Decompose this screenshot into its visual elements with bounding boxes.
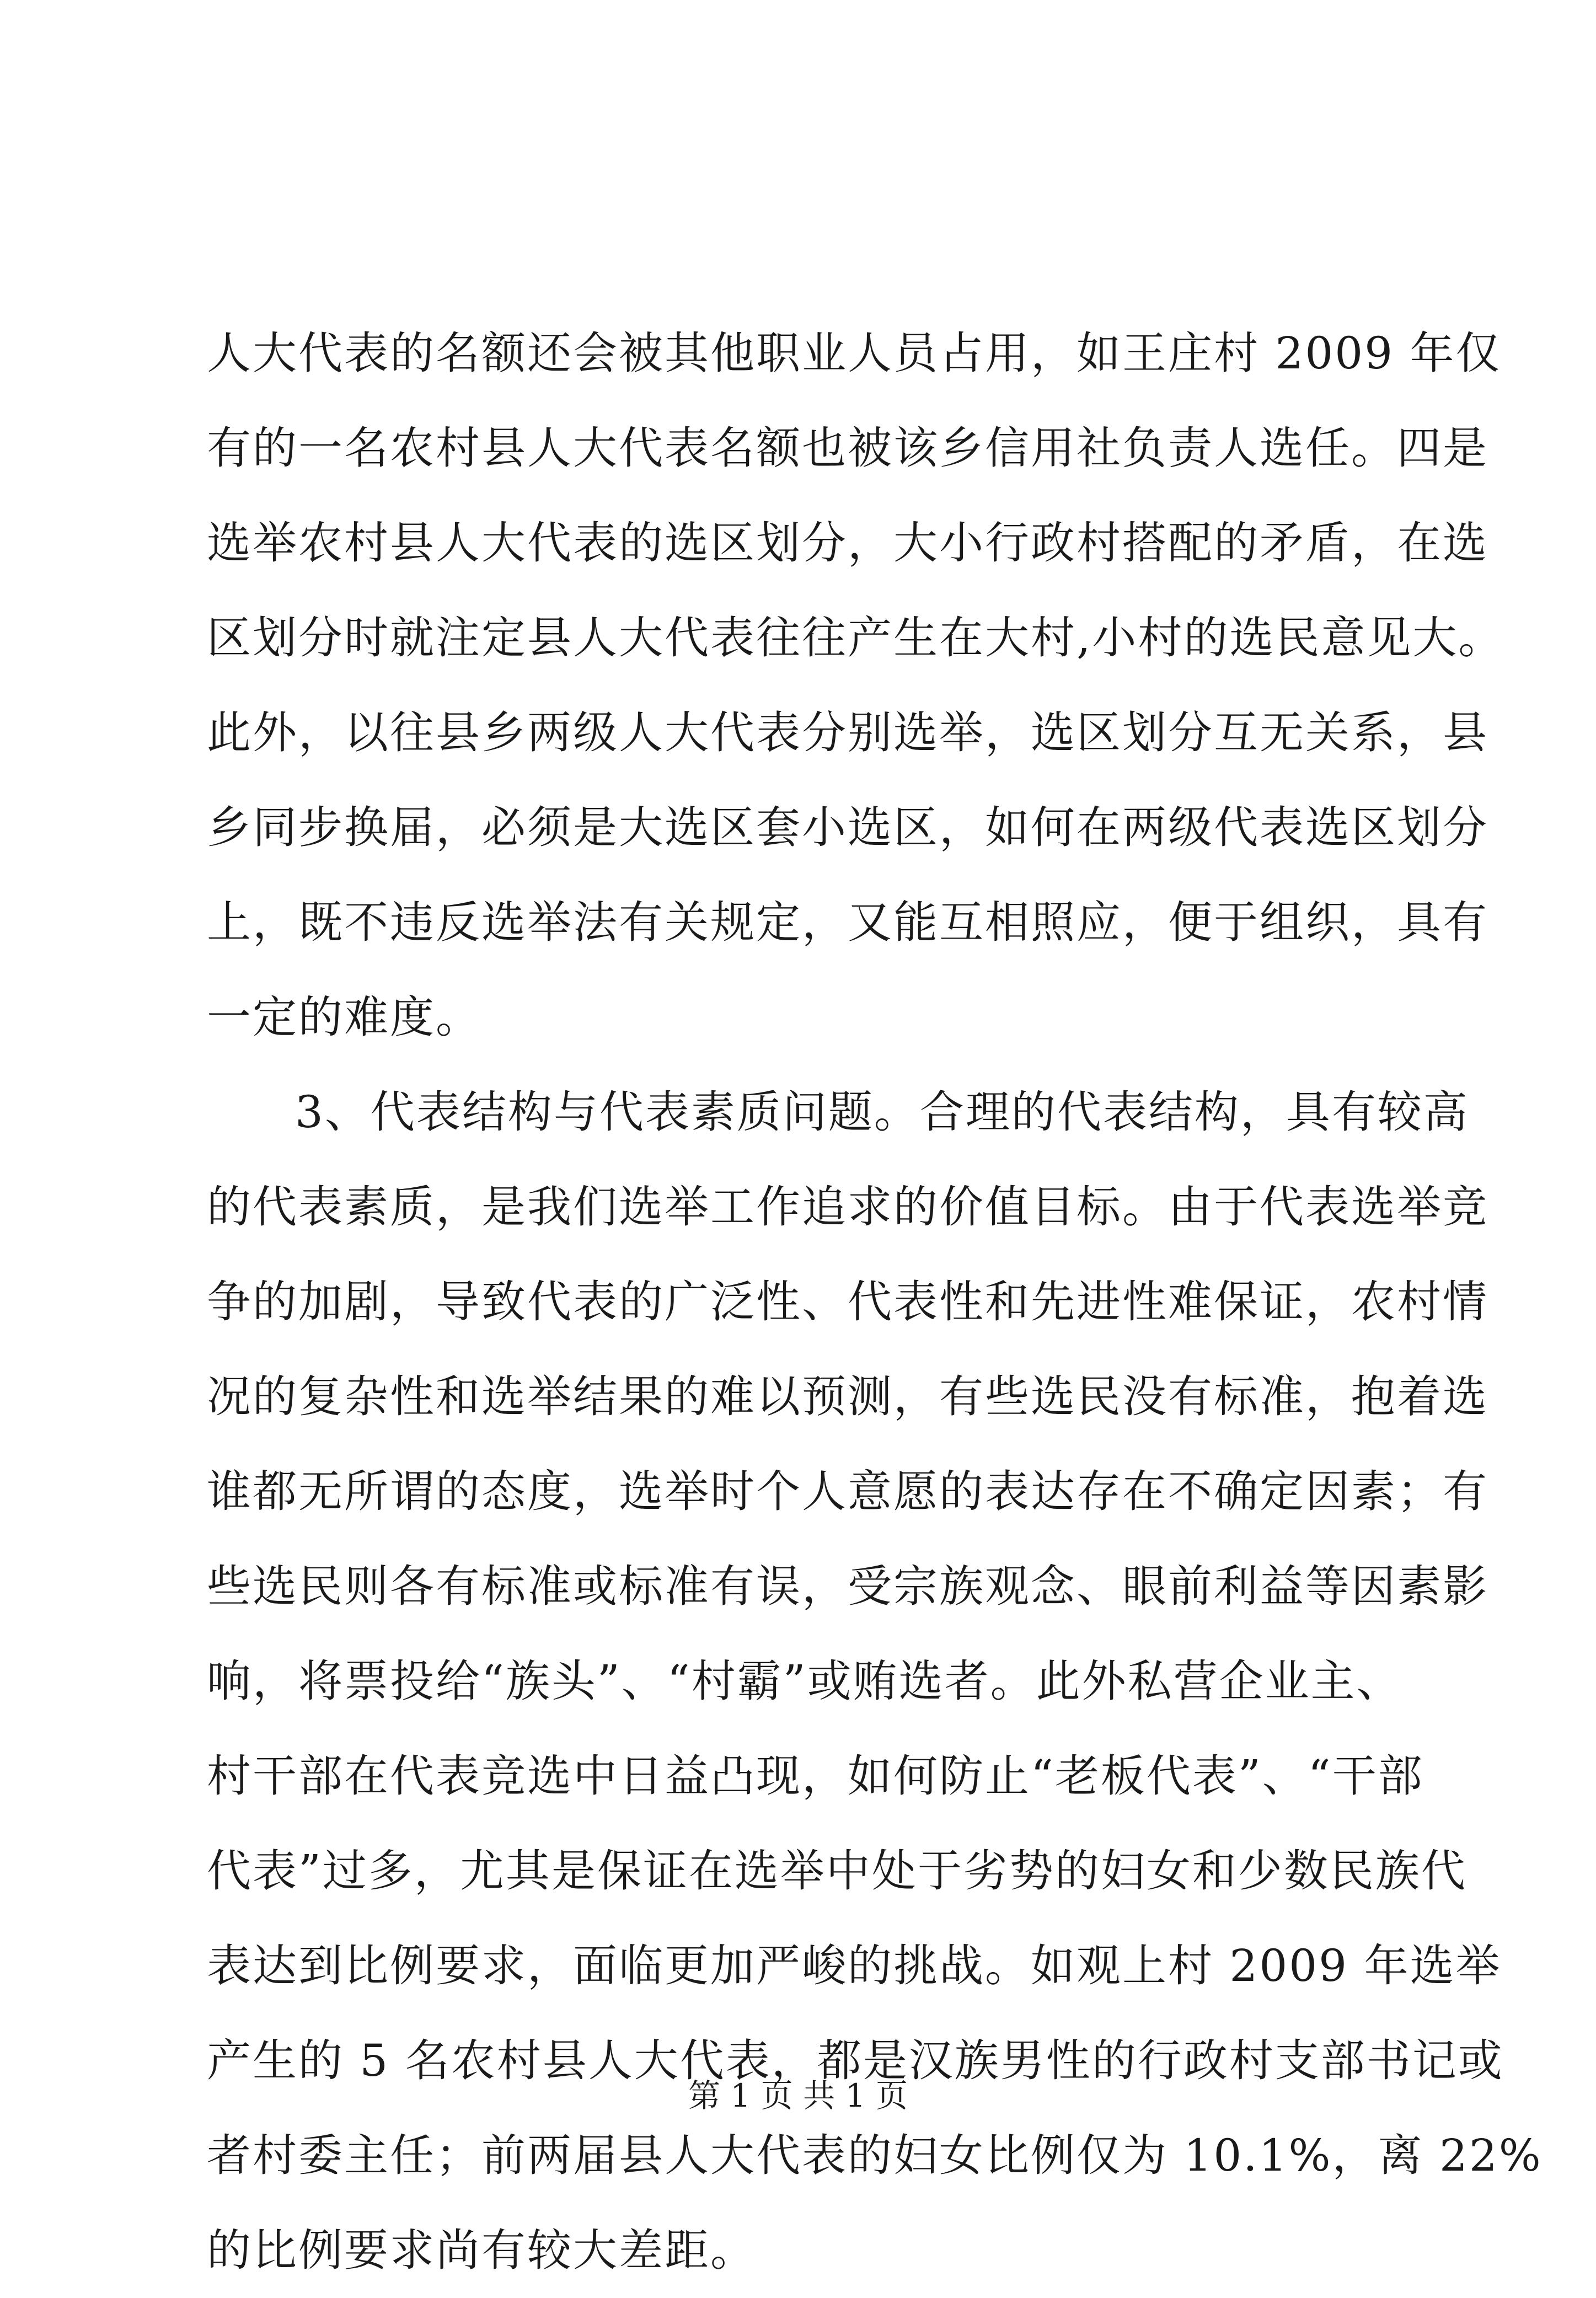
text-line: 区划分时就注定县人大代表往往产生在大村,小村的选民意见大。 bbox=[207, 612, 1504, 663]
text-line: 乡同步换届，必须是大选区套小选区，如何在两级代表选区划分 bbox=[207, 802, 1488, 853]
document-body bbox=[207, 306, 1543, 2298]
paragraph-start-line: 3、代表结构与代表素质问题。合理的代表结构，具有较高 bbox=[295, 1086, 1469, 1138]
text-line: 表达到比例要求，面临更加严峻的挑战。如观上村 2009 年选举 bbox=[207, 1940, 1502, 1991]
text-line: 上，既不违反选举法有关规定，又能互相照应，便于组织，具有 bbox=[207, 897, 1488, 948]
text-line: 些选民则各有标准或标准有误，受宗族观念、眼前利益等因素影 bbox=[207, 1561, 1488, 1612]
text-line: 产生的 5 名农村县人大代表，都是汉族男性的行政村支部书记或 bbox=[207, 2035, 1504, 2086]
text-line: 谁都无所谓的态度，选举时个人意愿的表达存在不确定因素；有 bbox=[207, 1466, 1488, 1517]
text-line: 的比例要求尚有较大差距。 bbox=[207, 2225, 756, 2276]
text-line: 的代表素质，是我们选举工作追求的价值目标。由于代表选举竞 bbox=[207, 1181, 1488, 1233]
text-line: 况的复杂性和选举结果的难以预测，有些选民没有标准，抱着选 bbox=[207, 1371, 1488, 1422]
text-line: 此外，以往县乡两级人大代表分别选举，选区划分互无关系，县 bbox=[207, 707, 1488, 758]
text-line: 者村委主任；前两届县人大代表的妇女比例仅为 10.1%，离 22% bbox=[207, 2130, 1543, 2181]
text-line: 代表”过多，尤其是保证在选举中处于劣势的妇女和少数民族代 bbox=[207, 1845, 1467, 1897]
text-line: 有的一名农村县人大代表名额也被该乡信用社负责人选任。四是 bbox=[207, 422, 1488, 474]
text-line: 争的加剧，导致代表的广泛性、代表性和先进性难保证，农村情 bbox=[207, 1276, 1488, 1327]
text-line: 选举农村县人大代表的选区划分，大小行政村搭配的矛盾，在选 bbox=[207, 517, 1488, 569]
text-line: 村干部在代表竞选中日益凸现，如何防止“老板代表”、“干部 bbox=[207, 1750, 1424, 1802]
text-line: 一定的难度。 bbox=[207, 992, 481, 1043]
text-line: 人大代表的名额还会被其他职业人员占用，如王庄村 2009 年仅 bbox=[207, 328, 1502, 379]
text-line: 响，将票投给“族头”、“村霸”或贿选者。此外私营企业主、 bbox=[207, 1656, 1402, 1707]
page-number-footer: 第 1 页 共 1 页 bbox=[688, 2077, 908, 2114]
